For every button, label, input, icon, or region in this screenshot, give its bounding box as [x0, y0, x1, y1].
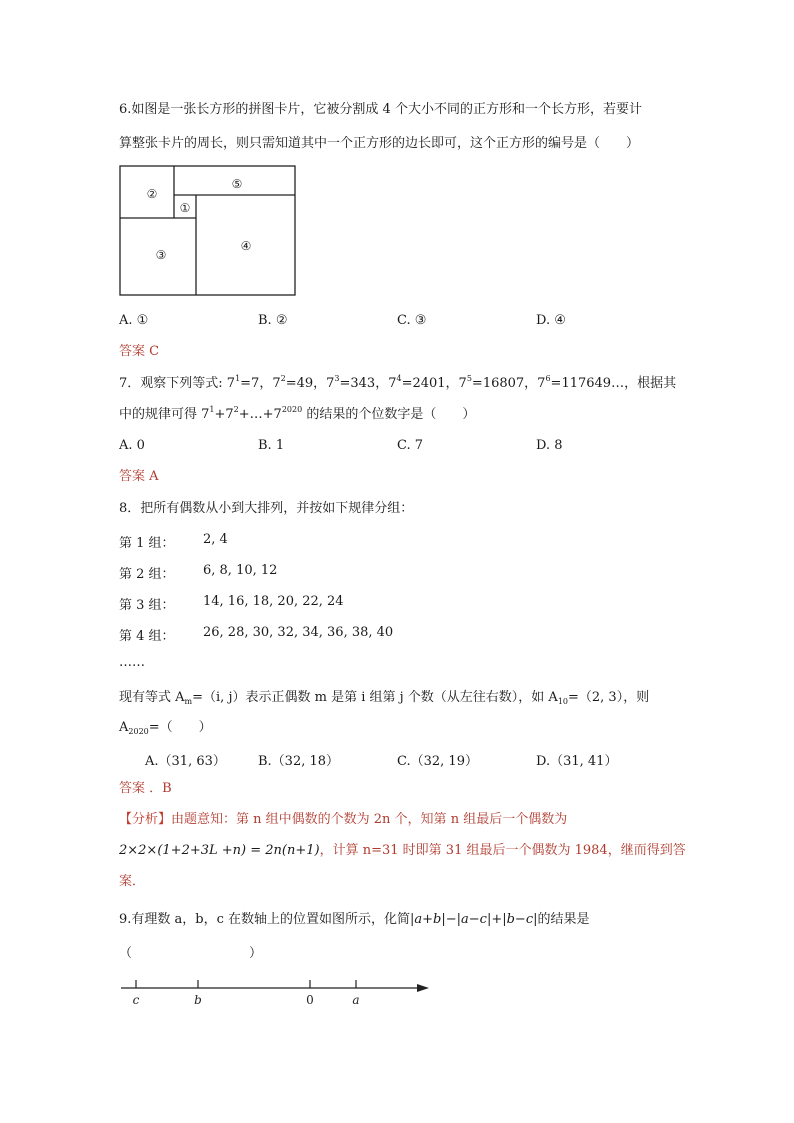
q8-option-a: A.（31, 63）: [145, 754, 226, 769]
q8-group-2-values: 6, 8, 10, 12: [203, 563, 278, 578]
q8-option-b: B.（32, 18）: [258, 754, 340, 769]
fig-label-2: ②: [146, 187, 158, 201]
q7-option-c: C. 7: [397, 438, 424, 453]
q8-group-3-label: 第 3 组：: [119, 598, 175, 613]
q7-line-1: 7．观察下列等式: $7^1=7$，$7^2=49$，$7^3=343$，$7^4=2401$，$7^5=16807$，$7^6=117649\dots$，根据其: [119, 374, 677, 391]
label-b: b: [194, 993, 202, 1007]
fig-label-4: ④: [240, 239, 252, 253]
q8-answer: 答案 ．B: [119, 781, 172, 796]
q8-group-4-values: 26, 28, 30, 32, 34, 36, 38, 40: [203, 625, 394, 640]
q8-group-3-values: 14, 16, 18, 20, 22, 24: [203, 594, 344, 609]
q8-option-d: D.（31, 41）: [536, 754, 618, 769]
fig-label-3: ③: [155, 248, 167, 262]
q9-expression: |a+b|−|a−c|+|b−c|: [410, 912, 538, 927]
q6-option-c: C. ③: [397, 313, 427, 328]
q8-line-a: 现有等式 $A_m=(i$, j）表示正偶数 m 是第 i 组第 j 个数（从左往右数），如 $A_{10}=(2$, 3），则: [119, 690, 650, 706]
q6-line-1: 6.如图是一张长方形的拼图卡片，它被分割成 4 个大小不同的正方形和一个长方形，若要计: [119, 102, 642, 117]
label-c: c: [132, 993, 140, 1007]
fig-label-5: ⑤: [231, 177, 243, 191]
q8-group-2-label: 第 2 组：: [119, 567, 175, 582]
q9-paren: （ ）: [119, 946, 263, 961]
q8-group-1-values: 2, 4: [203, 532, 228, 547]
q6-option-a: A. ①: [119, 313, 149, 328]
q8-analysis-2: 2×2×(1+2+3L +n) = 2n(n+1)，计算 n=31 时即第 31 组最后一个偶数为 1984，继而得到答: [119, 843, 686, 858]
q8-analysis-1: 【分析】由题意知：第 n 组中偶数的个数为 2n 个，知第 n 组最后一个偶数为: [119, 812, 568, 827]
q8-option-c: C.（32, 19）: [397, 754, 478, 769]
label-0: 0: [306, 993, 314, 1007]
fig-label-1: ①: [179, 201, 191, 215]
number-line: [119, 970, 439, 1010]
analysis-formula: 2×2×(1+2+3L +n) = 2n(n+1): [119, 843, 320, 858]
q7-option-d: D. 8: [536, 438, 563, 453]
q7-option-a: A. 0: [119, 438, 145, 453]
q8-ellipsis: ……: [119, 655, 145, 670]
label-a: a: [352, 993, 360, 1007]
q6-answer: 答案 C: [119, 344, 160, 359]
q6-option-b: B. ②: [258, 313, 288, 328]
q7-option-b: B. 1: [258, 438, 285, 453]
q8-line-b: $A_{2020}=$（ ）: [119, 720, 212, 736]
q8-group-1-label: 第 1 组：: [119, 536, 175, 551]
q8-analysis-3: 案．: [119, 874, 146, 889]
axis-arrow: [417, 984, 429, 992]
q6-option-d: D. ④: [536, 313, 566, 328]
q6-line-2: 算整张卡片的周长，则只需知道其中一个正方形的边长即可，这个正方形的编号是（ ）: [119, 136, 640, 151]
q9-line-1: 9.有理数 a，b，c 在数轴上的位置如图所示，化简|a+b|−|a−c|+|b−c|的结果是: [119, 912, 590, 927]
q6-figure: [119, 165, 299, 300]
q7-answer: 答案 A: [119, 469, 159, 484]
q7-line-2: 中的规律可得 $7^1+7^2+\dots+7^{2020}$ 的结果的个位数字是（ ）: [119, 405, 476, 422]
q8-group-4-label: 第 4 组：: [119, 629, 175, 644]
outer-rect: [120, 166, 295, 295]
q8-line-1: 8．把所有偶数从小到大排列，并按如下规律分组：: [119, 501, 414, 516]
